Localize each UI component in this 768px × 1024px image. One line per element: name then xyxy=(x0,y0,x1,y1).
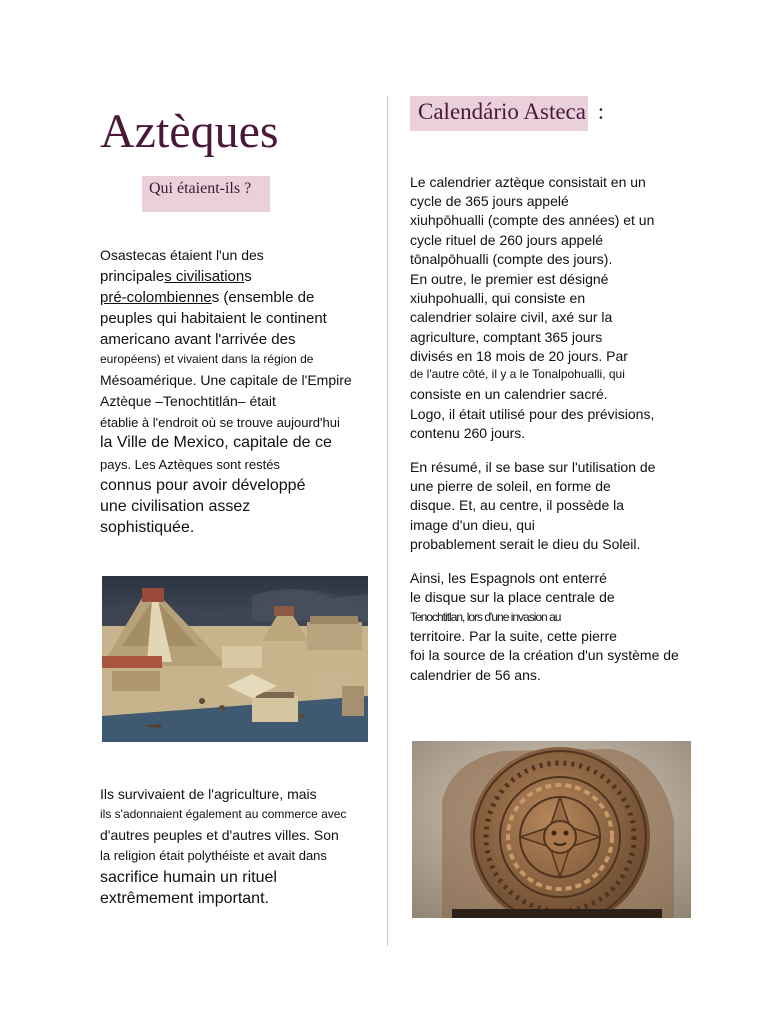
text-line: Le calendrier aztèque consistait en un xyxy=(410,174,646,190)
text-line: consiste en un calendrier sacré. xyxy=(410,386,608,402)
text-line: extrêmement important. xyxy=(100,890,269,907)
text-line: européens) et vivaient dans la région de xyxy=(100,352,314,366)
text-line: contenu 260 jours. xyxy=(410,425,526,441)
section-heading: Calendário Asteca : xyxy=(410,96,604,132)
text-line: agriculture, comptant 365 jours xyxy=(410,329,603,345)
text-line: le disque sur la place centrale de xyxy=(410,589,615,605)
text-line: pré-colombiennes (ensemble de xyxy=(100,289,315,306)
text-line: disque. Et, au centre, il possède la xyxy=(410,497,625,513)
text-line: image d'un dieu, qui xyxy=(410,517,535,533)
text-line: americano avant l'arrivée des xyxy=(100,331,296,348)
text-line: probablement serait le dieu du Soleil. xyxy=(410,536,641,552)
page-title: Aztèques xyxy=(100,105,279,158)
tenochtitlan-image xyxy=(102,576,368,742)
text-line: la religion était polythéiste et avait dans xyxy=(100,848,327,863)
text-line: Osastecas étaient l'un des xyxy=(100,247,264,263)
text-line: pays. Les Aztèques sont restés xyxy=(100,457,280,472)
text-line: ils s'adonnaient également au commerce avec xyxy=(100,807,347,821)
text-line: peuples qui habitaient le continent xyxy=(100,310,327,327)
text-line: une civilisation assez xyxy=(100,498,251,515)
text-line: de l'autre côté, il y a le Tonalpohualli, qui xyxy=(410,367,625,381)
text-line: cycle rituel de 260 jours appelé xyxy=(410,232,604,248)
text-line: connus pour avoir développé xyxy=(100,477,306,494)
sun-stone-image xyxy=(412,741,691,918)
text-line: xiuhpōhualli (compte des années) et un xyxy=(410,212,655,228)
text-line: foi la source de la création d'un système de xyxy=(410,647,679,663)
text-line: En outre, le premier est désigné xyxy=(410,271,609,287)
text-line: divisés en 18 mois de 20 jours. Par xyxy=(410,348,628,364)
text-line: territoire. Par la suite, cette pierre xyxy=(410,628,617,644)
text-line: calendrier de 56 ans. xyxy=(410,667,541,683)
text-line: Tenochtitlan, lors d'une invasion au xyxy=(410,610,561,624)
text-line: établie à l'endroit où se trouve aujourd'hui xyxy=(100,415,340,430)
column-divider xyxy=(387,96,388,946)
text-line: Mésoamérique. Une capitale de l'Empire xyxy=(100,372,352,388)
text-line: sacrifice humain un rituel xyxy=(100,869,277,886)
text-line: Logo, il était utilisé pour des prévisions, xyxy=(410,406,655,422)
text-line: calendrier solaire civil, axé sur la xyxy=(410,309,613,325)
text-line: principales civilisations xyxy=(100,268,252,285)
text-line: Aztèque –Tenochtitlán– était xyxy=(100,393,276,409)
text-line: xiuhpohualli, qui consiste en xyxy=(410,290,586,306)
text-line: tōnalpōhualli (compte des jours). xyxy=(410,251,613,267)
subtitle: Qui étaient-ils ? xyxy=(142,176,270,212)
text-line: Ils survivaient de l'agriculture, mais xyxy=(100,786,317,802)
text-line: En résumé, il se base sur l'utilisation de xyxy=(410,459,656,475)
text-line: cycle de 365 jours appelé xyxy=(410,193,569,209)
text-line: Ainsi, les Espagnols ont enterré xyxy=(410,570,607,586)
text-line: une pierre de soleil, en forme de xyxy=(410,478,611,494)
text-line: la Ville de Mexico, capitale de ce xyxy=(100,434,332,451)
text-line: d'autres peuples et d'autres villes. Son xyxy=(100,827,339,843)
text-line: sophistiquée. xyxy=(100,519,195,536)
